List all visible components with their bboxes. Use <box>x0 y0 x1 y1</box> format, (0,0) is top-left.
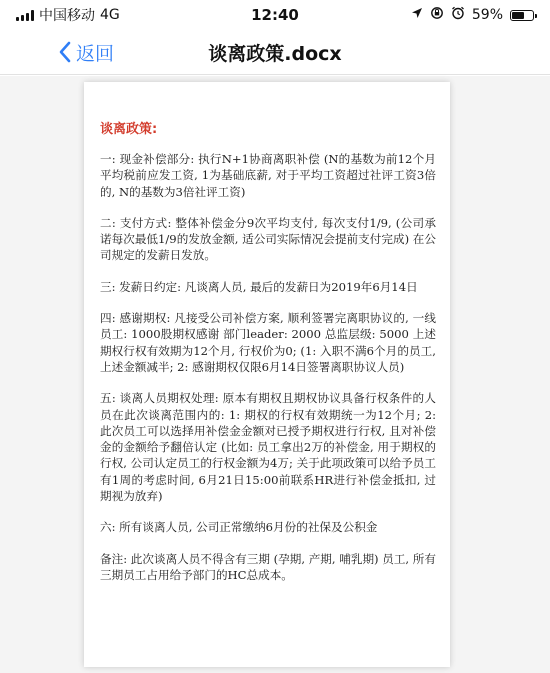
signal-icon <box>16 10 34 21</box>
back-label: 返回 <box>76 42 115 65</box>
battery-fill <box>512 12 524 19</box>
document-heading: 谈离政策: <box>100 122 158 137</box>
back-button[interactable] <box>0 39 114 66</box>
nav-bar <box>0 30 550 75</box>
location-icon <box>411 7 423 23</box>
back-chevron-icon <box>58 41 72 63</box>
paragraph-5: 五: 谈离人员期权处理: 原本有期权且期权协议具备行权条件的人员在此次谈离范围内的: 1: 期权的行权有效期统一为12个月; 2: 此次员工可以选择用补偿金金额对已授予期权进行行权, 且对补偿金的金额给予翻倍认定 (比如: 员工拿出2万的补偿金, 用于期权的行权, 公司认定员工的行权金额为4万; 关于此项政策可以给予员工有1周的考虑时间, 6月21日15:00前联系HR进行补偿金抵扣, 过期视为放弃) <box>100 391 436 504</box>
status-right <box>411 6 534 24</box>
status-bar <box>0 0 550 30</box>
document-title: 谈离政策.docx <box>208 42 342 65</box>
lock-rotation-icon <box>430 6 444 24</box>
network-label: 4G <box>100 7 120 23</box>
battery-percent: 59% <box>471 7 503 23</box>
battery-icon <box>510 10 534 21</box>
document-viewer[interactable] <box>0 76 550 673</box>
paragraph-note: 备注: 此次谈离人员不得含有三期 (孕期, 产期, 哺乳期) 员工, 所有三期员工占用给予部门的HC总成本。 <box>100 551 436 582</box>
paragraph-3: 三: 发薪日约定: 凡谈离人员, 最后的发薪日为2019年6月14日 <box>100 279 418 294</box>
paragraph-6: 六: 所有谈离人员, 公司正常缴纳6月份的社保及公积金 <box>100 520 378 535</box>
status-time: 12:40 <box>251 6 299 24</box>
paragraph-2: 二: 支付方式: 整体补偿金分9次平均支付, 每次支付1/9, (公司承诺每次最低1/9的发放金额, 适公司实际情况会提前支付完成) 在公司规定的发薪日发放。 <box>100 215 436 263</box>
status-left <box>16 5 120 25</box>
document-page <box>84 82 450 667</box>
carrier-label: 中国移动 <box>39 8 95 24</box>
paragraph-4: 四: 感谢期权: 凡接受公司补偿方案, 顺利签署完离职协议的, 一线员工: 1000股期权感谢 部门leader: 2000 总监层级: 5000 上述期权行权有效期为12个月, 行权价为0; (1: 入职不满6个月的员工, 上述金额减半; 2: 感谢期权仅限6月14日签署离职协议人员) <box>100 311 436 374</box>
paragraph-1: 一: 现金补偿部分: 执行N+1协商离职补偿 (N的基数为前12个月平均税前应发工资, 1为基础底薪, 对于平均工资超过社评工资3倍的, N的基数为3倍社评工资) <box>100 152 436 199</box>
alarm-icon <box>451 6 465 24</box>
